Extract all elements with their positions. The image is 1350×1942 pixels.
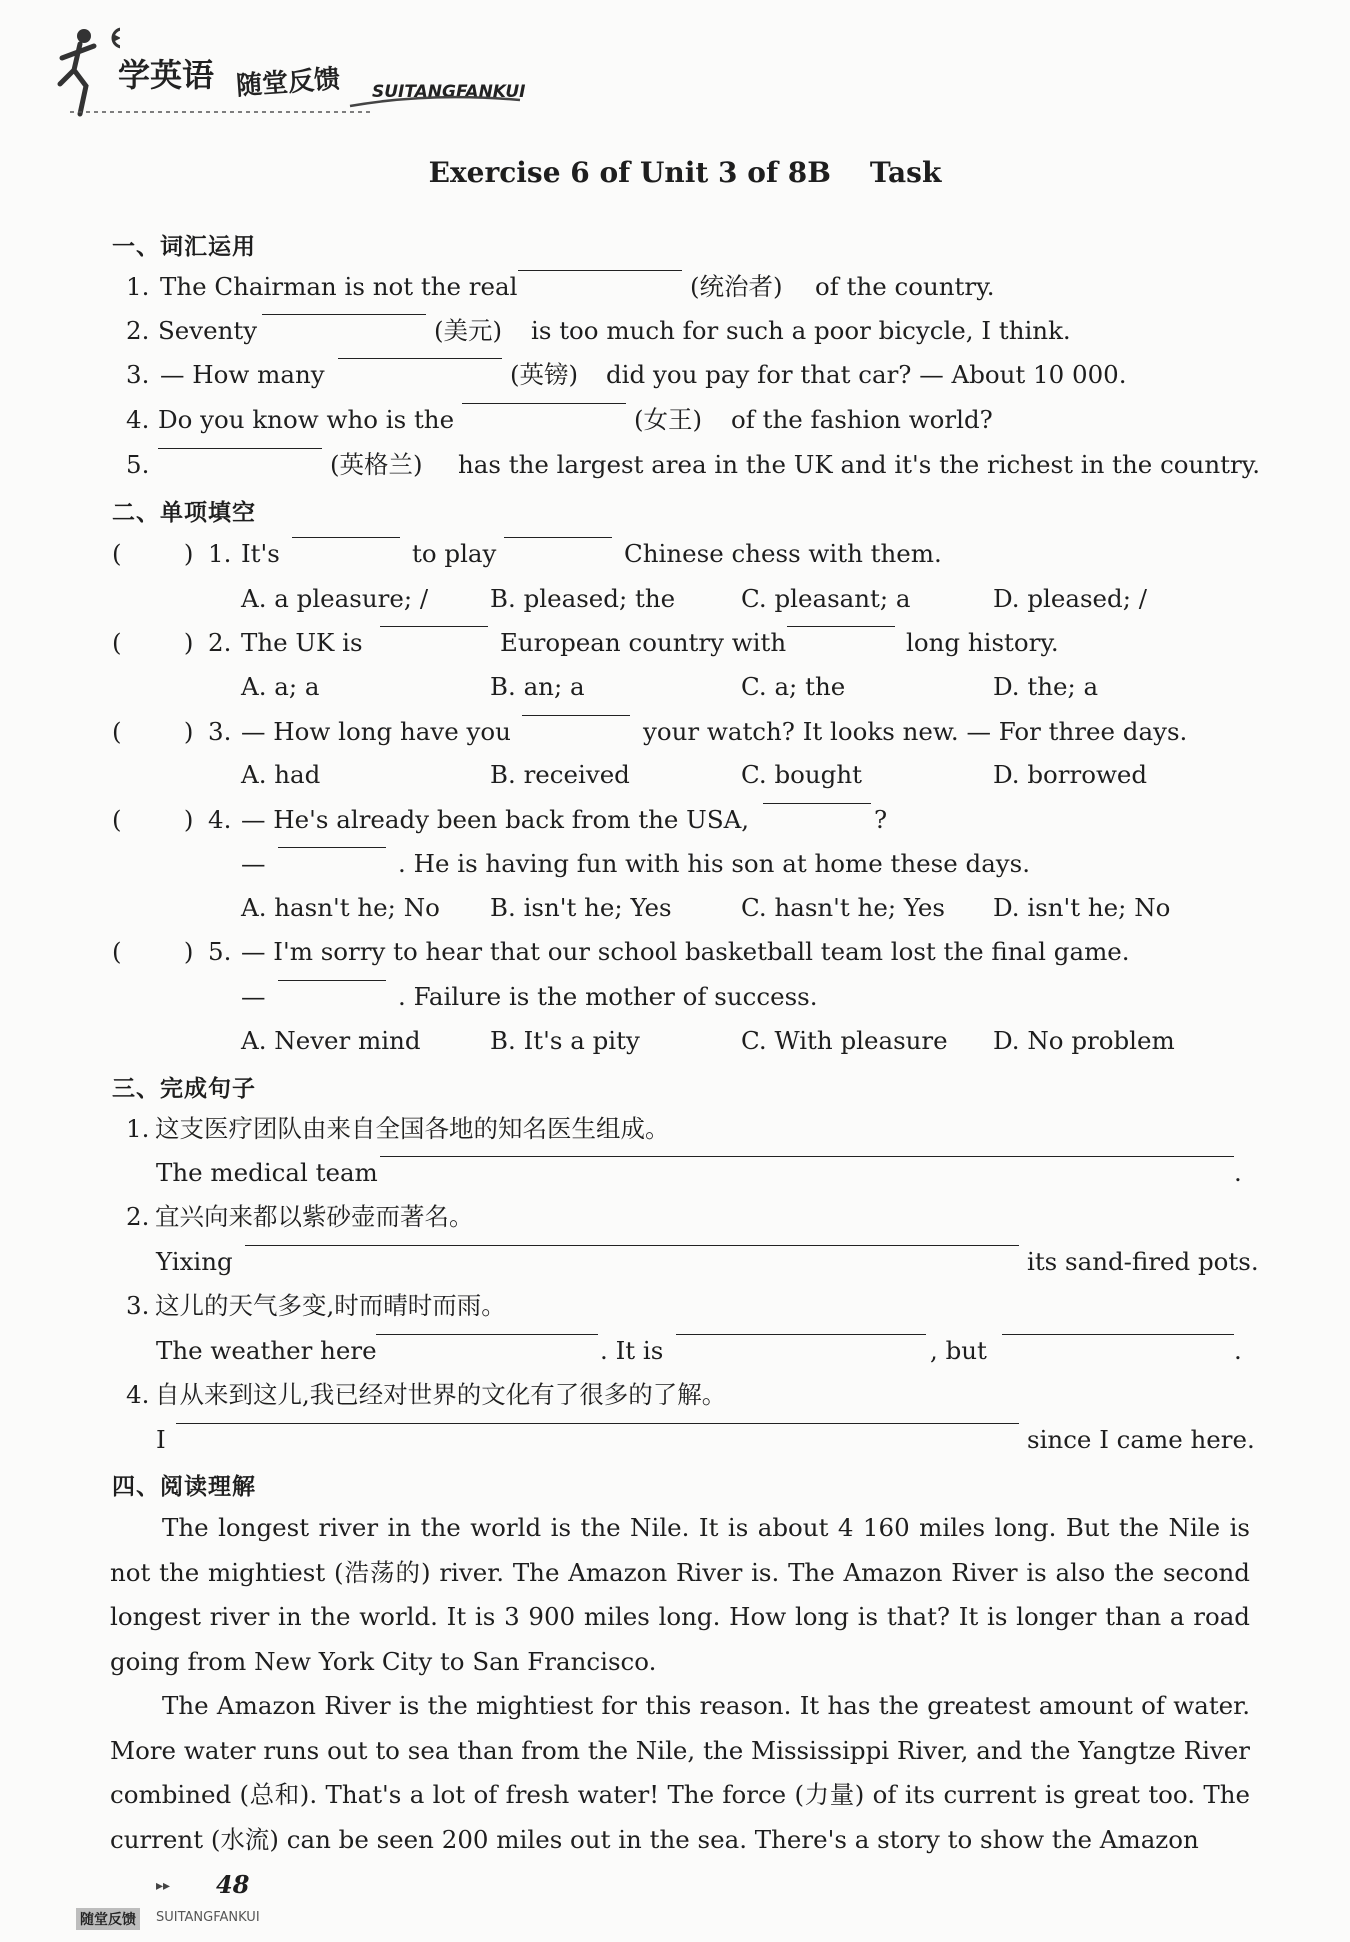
answer-blank[interactable] <box>338 358 502 359</box>
page-number: 48 <box>216 1870 250 1899</box>
option-c[interactable]: C. hasn't he; Yes <box>741 893 945 922</box>
answer-paren[interactable]: ( ) <box>112 628 194 657</box>
arrow-icon: ▸▸ <box>156 1878 171 1894</box>
answer-line[interactable] <box>176 1423 1019 1424</box>
answer-blank <box>522 715 630 716</box>
option-c[interactable]: C. pleasant; a <box>741 584 911 613</box>
answer-blank[interactable] <box>518 270 682 271</box>
answer-blank <box>763 803 871 804</box>
answer-paren[interactable]: ( ) <box>112 937 194 966</box>
header-brand-cn-2: 随堂反馈 <box>235 64 342 102</box>
answer-line[interactable] <box>1002 1334 1234 1335</box>
section2-heading: 二、单项填空 <box>112 500 256 526</box>
header-logo <box>50 22 550 122</box>
answer-paren[interactable]: ( ) <box>112 805 194 834</box>
option-a[interactable]: A. Never mind <box>241 1026 421 1055</box>
section1-heading: 一、词汇运用 <box>112 234 256 260</box>
answer-blank <box>278 847 386 848</box>
footer-brand-en: SUITANGFANKUI <box>156 1910 260 1925</box>
option-b[interactable]: B. It's a pity <box>490 1026 640 1055</box>
option-d[interactable]: D. No problem <box>993 1026 1175 1055</box>
option-b[interactable]: B. received <box>490 760 630 789</box>
section3-heading: 三、完成句子 <box>112 1076 256 1102</box>
answer-blank <box>292 537 400 538</box>
reading-passage <box>110 1506 1250 1862</box>
header-brand-cn: 学英语 <box>118 56 215 94</box>
option-d[interactable]: D. borrowed <box>993 760 1148 789</box>
option-d[interactable]: D. pleased; / <box>993 584 1148 613</box>
page-title: Exercise 6 of Unit 3 of 8B Task <box>428 156 942 189</box>
reading-paragraph: The longest river in the world is the Nile. It is about 4 160 miles long. But the Nile is not the mightiest (浩荡的) river. The Amazon River is. The Amazon River is also the second longest river in the world. It is 3 900 miles long. How long is that? It is longer than a road going from New York City to San Francisco. <box>110 1513 1250 1676</box>
option-a[interactable]: A. hasn't he; No <box>241 893 440 922</box>
option-c[interactable]: C. bought <box>741 760 862 789</box>
option-c[interactable]: C. With pleasure <box>741 1026 948 1055</box>
option-b[interactable]: B. an; a <box>490 672 585 701</box>
option-b[interactable]: B. isn't he; Yes <box>490 893 672 922</box>
answer-blank <box>380 626 488 627</box>
answer-paren[interactable]: ( ) <box>112 539 194 568</box>
answer-line[interactable] <box>380 1156 1234 1157</box>
footer <box>74 1870 374 1930</box>
option-d[interactable]: D. isn't he; No <box>993 893 1171 922</box>
option-a[interactable]: A. a pleasure; / <box>241 584 429 613</box>
option-d[interactable]: D. the; a <box>993 672 1099 701</box>
answer-blank <box>278 980 386 981</box>
answer-line[interactable] <box>676 1334 926 1335</box>
reading-paragraph: The Amazon River is the mightiest for this reason. It has the greatest amount of water. More water runs out to sea than from the Nile, the Mississippi River, and the Yangtze River combined (总和). That's a lot of fresh water! The force (力量) of its current is great too. The current (水流) can be seen 200 miles out in the sea. There's a story to show the Amazon <box>110 1691 1250 1854</box>
header-swoosh <box>50 22 550 122</box>
answer-blank[interactable] <box>462 403 626 404</box>
answer-blank[interactable] <box>262 314 426 315</box>
option-a[interactable]: A. a; a <box>241 672 320 701</box>
answer-blank[interactable] <box>158 448 322 449</box>
footer-brand-cn: 随堂反馈 <box>76 1908 140 1930</box>
option-b[interactable]: B. pleased; the <box>490 584 676 613</box>
header-brand-en: SUITANGFANKUI <box>372 82 526 102</box>
option-c[interactable]: C. a; the <box>741 672 846 701</box>
answer-paren[interactable]: ( ) <box>112 717 194 746</box>
section4-heading: 四、阅读理解 <box>112 1474 256 1500</box>
answer-blank <box>787 626 895 627</box>
option-a[interactable]: A. had <box>241 760 321 789</box>
answer-line[interactable] <box>376 1334 598 1335</box>
answer-blank <box>504 537 612 538</box>
answer-line[interactable] <box>245 1245 1019 1246</box>
